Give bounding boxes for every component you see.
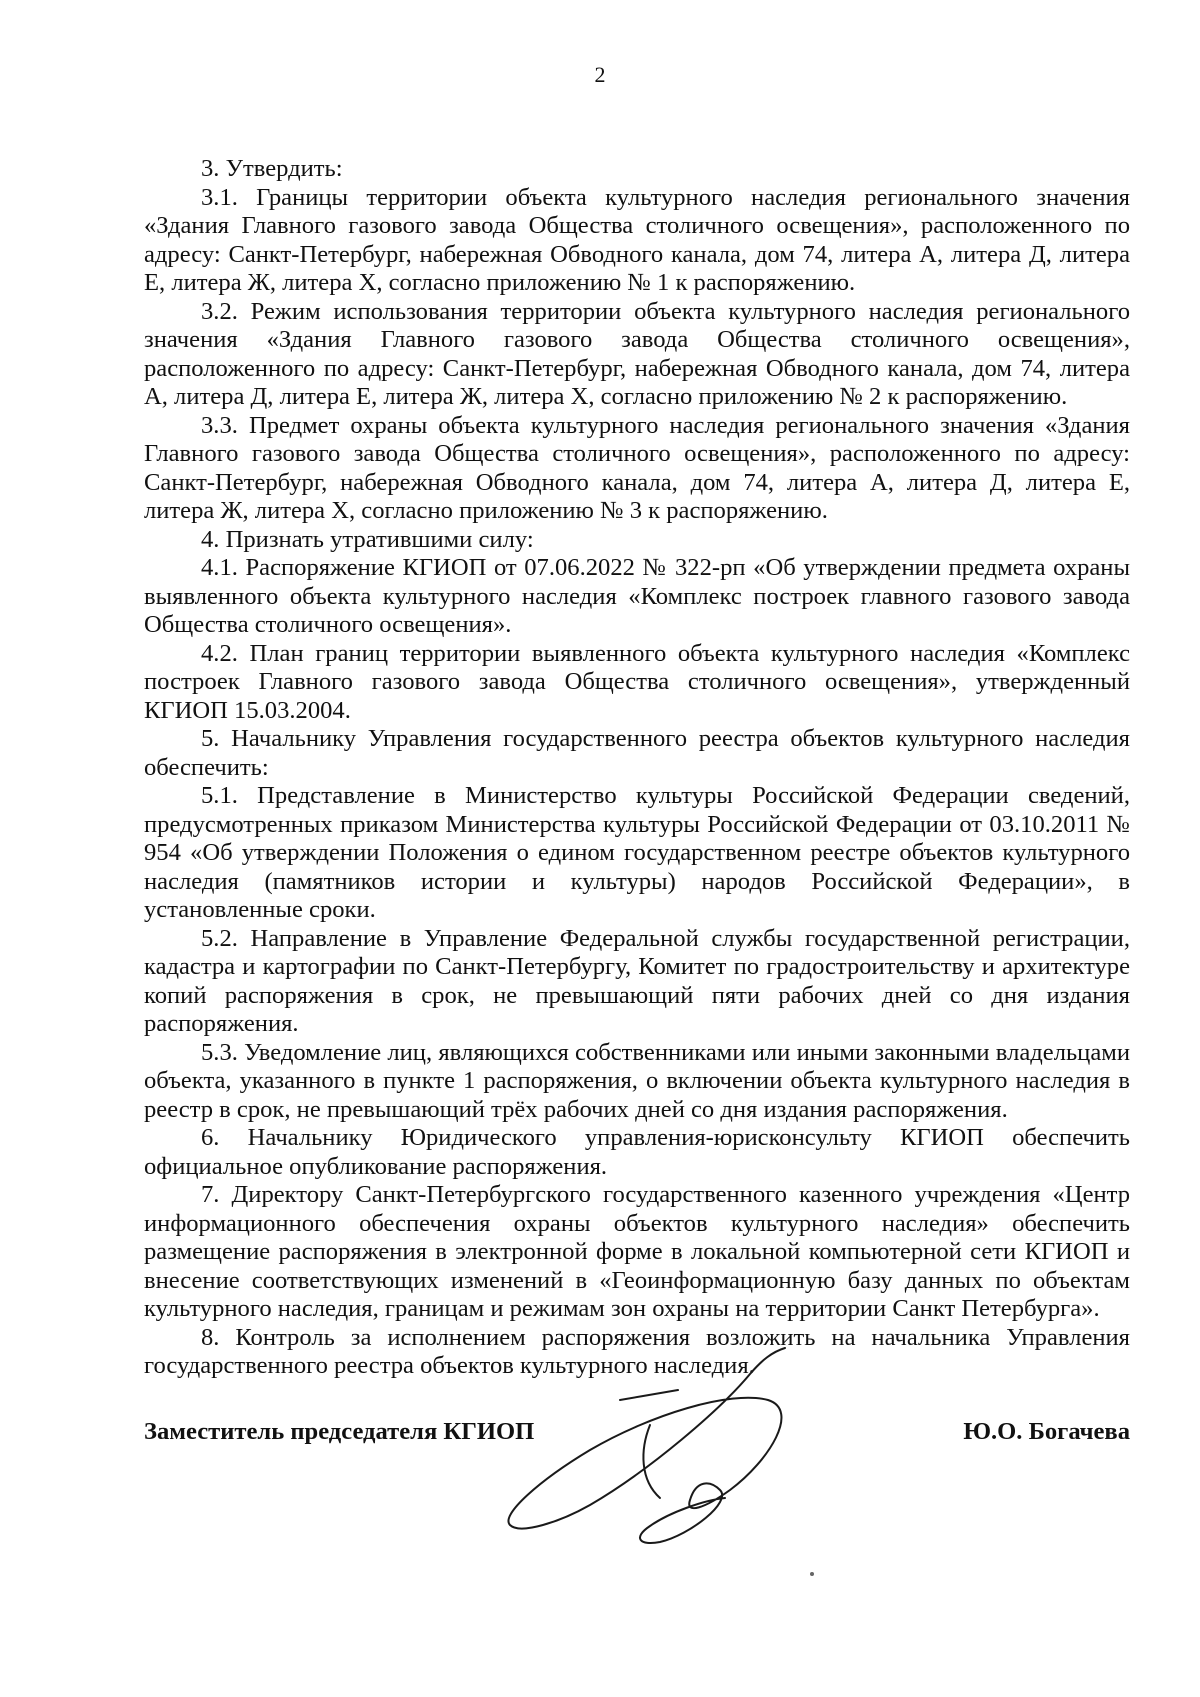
- signatory-name: Ю.О. Богачева: [963, 1418, 1130, 1445]
- paragraph-6: 6. Начальнику Юридического управления-юрисконсульту КГИОП обеспечить официальное опубликование распоряжения.: [144, 1124, 1130, 1180]
- scan-speck: [810, 1572, 814, 1576]
- paragraph-3: 3. Утвердить:: [201, 155, 343, 182]
- paragraph-3-2: 3.2. Режим использования территории объекта культурного наследия регионального значения «Здания Главного газового завода Общества столичного освещения», расположенного по адресу: Санкт-Петербург, набережная Обводного канала, дом 74, литера А, литера Д, литера Е, литера Ж, литера Х, согласно приложению № 2 к распоряжению.: [144, 297, 1130, 410]
- paragraph-5-2: 5.2. Направление в Управление Федеральной службы государственной регистрации, кадастра и картографии по Санкт-Петербургу, Комитет по градостроительству и архитектуре копий распоряжения в срок, не превышающий пяти рабочих дней со дня издания распоряжения.: [144, 924, 1130, 1037]
- paragraph-5-1: 5.1. Представление в Министерство культуры Российской Федерации сведений, предусмотренных приказом Министерства культуры Российской Федерации от 03.10.2011 № 954 «Об утверждении Положения о едином государственном реестре объектов культурного наследия (памятников истории и культуры) народов Российской Федерации», в установленные сроки.: [144, 782, 1130, 923]
- paragraph-5: 5. Начальнику Управления государственного реестра объектов культурного наследия обеспечить:: [144, 725, 1130, 781]
- signatory-position: Заместитель председателя КГИОП: [144, 1418, 535, 1445]
- paragraph-4-2: 4.2. План границ территории выявленного объекта культурного наследия «Комплекс построек Главного газового завода Общества столичного освещения», утвержденный КГИОП 15.03.2004.: [144, 639, 1130, 724]
- handwritten-signature: [500, 1330, 870, 1560]
- page-number: 2: [594, 62, 606, 87]
- paragraph-3-1: 3.1. Границы территории объекта культурного наследия регионального значения «Здания Главного газового завода Общества столичного освещения», расположенного по адресу: Санкт-Петербург, набережная Обводного канала, дом 74, литера А, литера Д, литера Е, литера Ж, литера Х, согласно приложению № 1 к распоряжению.: [144, 183, 1130, 296]
- paragraph-8: 8. Контроль за исполнением распоряжения возложить на начальника Управления государственного реестра объектов культурного наследия.: [144, 1323, 1130, 1379]
- paragraph-7: 7. Директору Санкт-Петербургского государственного казенного учреждения «Центр информационного обеспечения охраны объектов культурного наследия» обеспечить размещение распоряжения в электронной форме в локальной компьютерной сети КГИОП и внесение соответствующих изменений в «Геоинформационную базу данных по объектам культурного наследия, границам и режимам зон охраны на территории Санкт Петербурга».: [144, 1181, 1130, 1322]
- paragraph-4: 4. Признать утратившими силу:: [201, 525, 534, 553]
- paragraph-4-1: 4.1. Распоряжение КГИОП от 07.06.2022 № 322-рп «Об утверждении предмета охраны выявленного объекта культурного наследия «Комплекс построек главного газового завода Общества столичного освещения».: [144, 554, 1130, 638]
- order-body: [144, 155, 1130, 1381]
- paragraph-3-3: 3.3. Предмет охраны объекта культурного наследия регионального значения «Здания Главного газового завода Общества столичного освещения», расположенного по адресу: Санкт-Петербург, набережная Обводного канала, дом 74, литера А, литера Д, литера Е, литера Ж, литера Х, согласно приложению № 3 к распоряжению.: [144, 411, 1130, 524]
- paragraph-5-3: 5.3. Уведомление лиц, являющихся собственниками или иными законными владельцами объекта, указанного в пункте 1 распоряжения, о включении объекта культурного наследия в реестр в срок, не превышающий трёх рабочих дней со дня издания распоряжения.: [144, 1038, 1130, 1123]
